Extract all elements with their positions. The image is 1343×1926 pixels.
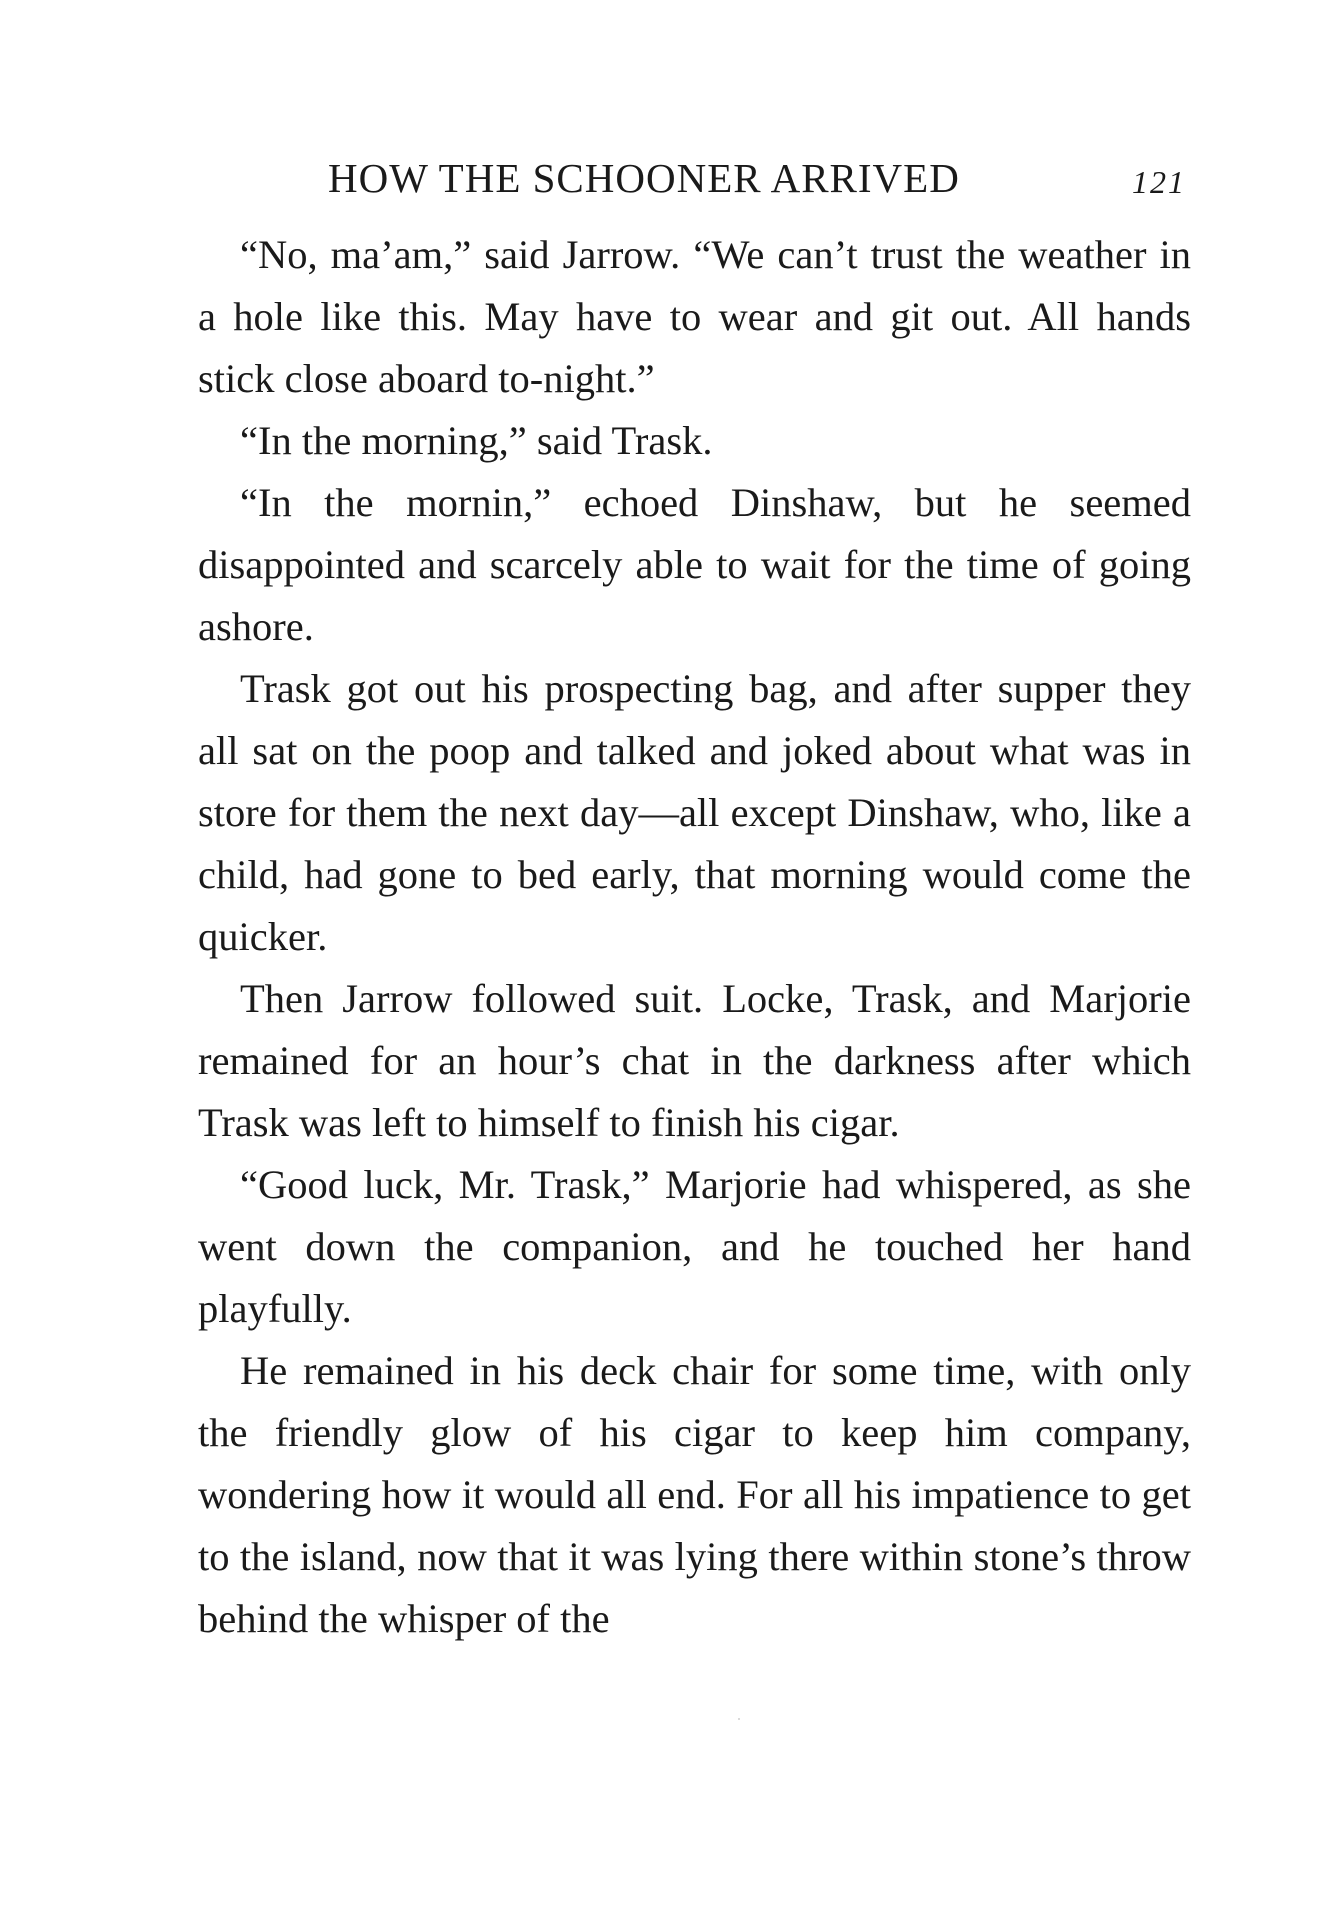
paragraph: “In the mornin,” echoed Dinshaw, but he seemed disappointed and scarcely able to wait for the time of going ashore. bbox=[198, 480, 1191, 649]
paragraph: He remained in his deck chair for some time, with only the friendly glow of his cigar to keep him company, wondering how it would all end. For all his impatience to get to the island, now that it was lying there within stone’s throw behind the whisper of the bbox=[198, 1348, 1191, 1641]
page-number: 121 bbox=[1132, 164, 1186, 200]
page-header bbox=[198, 150, 1198, 206]
paragraph: “No, ma’am,” said Jarrow. “We can’t trust the weather in a hole like this. May have to wear and git out. All hands stick close aboard to-night.” bbox=[198, 232, 1191, 401]
paragraph: “Good luck, Mr. Trask,” Marjorie had whispered, as she went down the companion, and he touched her hand playfully. bbox=[198, 1162, 1191, 1331]
paragraph: Trask got out his prospecting bag, and after supper they all sat on the poop and talked and joked about what was in store for them the next day—all except Dinshaw, who, like a child, had gone to bed early, that morning would come the quicker. bbox=[198, 666, 1191, 959]
paragraph: “In the morning,” said Trask. bbox=[240, 418, 713, 463]
paper-speck bbox=[738, 1718, 740, 1720]
running-title: HOW THE SCHOONER ARRIVED bbox=[328, 155, 960, 201]
body-text bbox=[198, 224, 1191, 1650]
paragraph: Then Jarrow followed suit. Locke, Trask, and Marjorie remained for an hour’s chat in the darkness after which Trask was left to himself to finish his cigar. bbox=[198, 976, 1191, 1145]
